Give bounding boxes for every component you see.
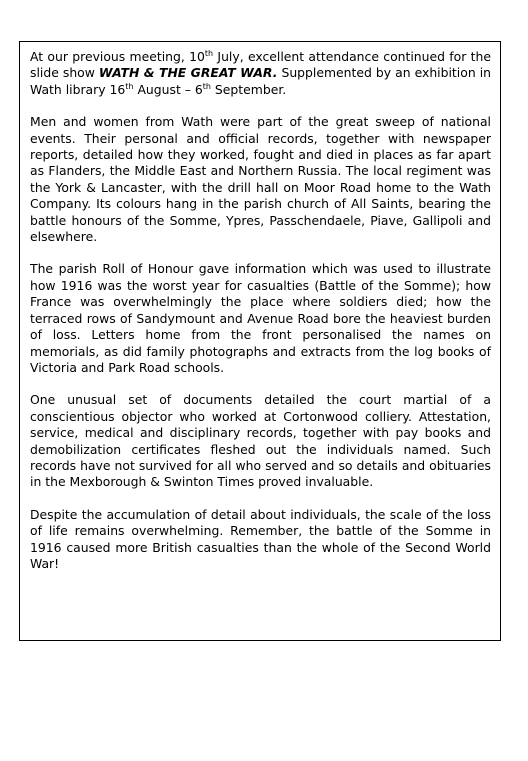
paragraph-documents: One unusual set of documents detailed the court martial of a conscientious objector who worked at Cortonwood colliery. Attestation, service, medical and disciplinary records, together with pay books and demobilization certificates fleshed out the individuals named. Such records have not survived for all who served and so details and obituaries in the Mexborough & Swinton Times proved invaluable. bbox=[30, 392, 491, 490]
paragraph-conclusion: Despite the accumulation of detail about individuals, the scale of the loss of life remains overwhelming. Remember, the battle of the Somme in 1916 caused more British casualties than the whole of the Second World War! bbox=[30, 506, 491, 571]
text-run: At our previous meeting, 10 bbox=[30, 49, 205, 64]
ordinal-suffix: th bbox=[202, 81, 211, 91]
paragraph-records: Men and women from Wath were part of the great sweep of national events. Their personal and official records, together with newspaper reports, detailed how they worked, fought and died in places as far apart as Flanders, the Middle East and Northern Russia. The local regiment was the York & Lancaster, with the drill hall on Moor Road home to the Wath Company. Its colours hang in the parish church of All Saints, bearing the battle honours of the Somme, Ypres, Passchendaele, Piave, Gallipoli and elsewhere. bbox=[30, 114, 491, 245]
ordinal-suffix: th bbox=[204, 48, 214, 58]
slide-show-title: WATH & THE GREAT WAR. bbox=[98, 65, 278, 81]
ordinal-suffix: th bbox=[125, 81, 134, 91]
text-run: Supplemented by an exhibition in Wath library 16 bbox=[30, 65, 491, 97]
article-box bbox=[19, 41, 501, 641]
paragraph-meeting bbox=[30, 49, 491, 98]
text-run: August – 6 bbox=[133, 81, 203, 97]
text-run: September. bbox=[210, 81, 287, 97]
paragraph-roll-of-honour: The parish Roll of Honour gave information which was used to illustrate how 1916 was the worst year for casualties (Battle of the Somme); how France was overwhelmingly the place where soldiers died; how the terraced rows of Sandymount and Avenue Road bore the heaviest burden of loss. Letters home from the front personalised the names on memorials, as did family photographs and extracts from the log books of Victoria and Park Road schools. bbox=[30, 261, 491, 375]
text-run: July, excellent attendance continued for the slide show bbox=[30, 49, 491, 81]
